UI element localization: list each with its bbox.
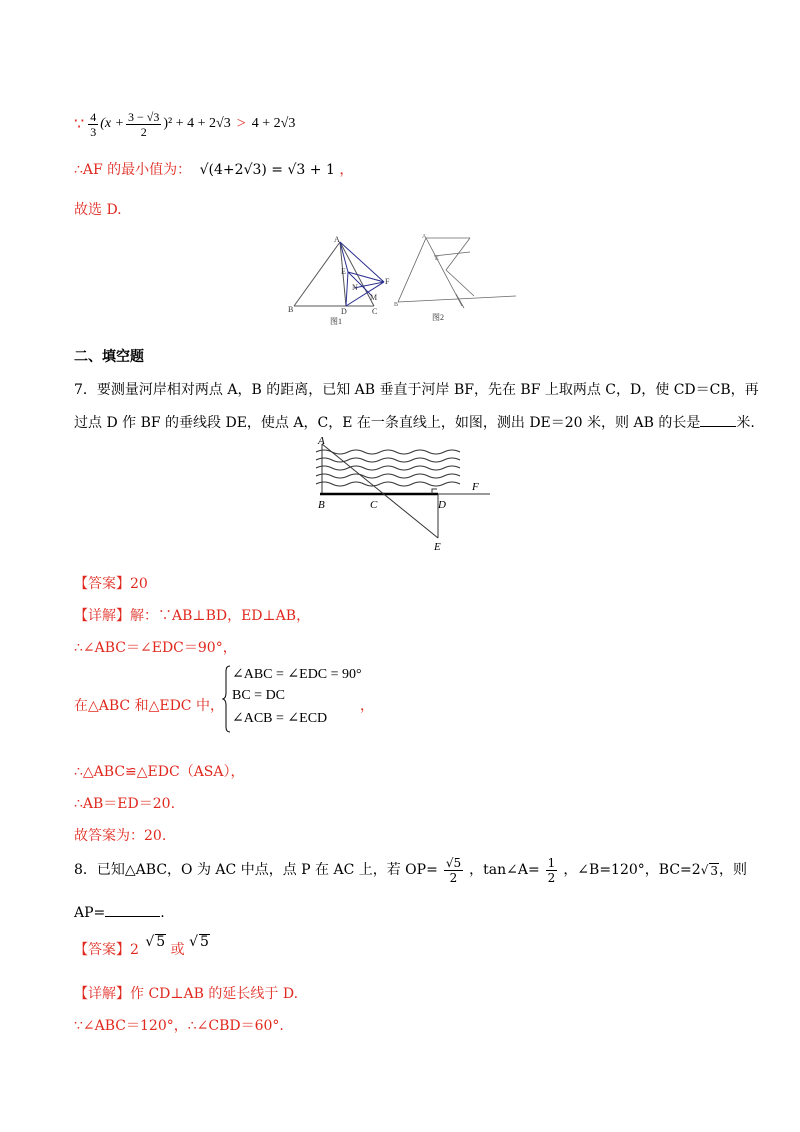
q7-line2: 过点 D 作 BF 的垂线段 DE，使点 A，C，E 在一条直线上，如图，测出 DE＝20 米，则 AB 的长是 米. xyxy=(74,412,755,433)
system-eq-1: ∠ABC = ∠EDC = 90° xyxy=(232,667,362,682)
fig2-diag-4 xyxy=(434,252,470,256)
q7-detail-4: ∴△ABC≌△EDC（ASA）， xyxy=(74,764,245,780)
min-value-expr: √(4+2√3) = √3 + 1 xyxy=(199,162,335,178)
q7-label-a: A xyxy=(318,436,325,447)
q7-label-f: F xyxy=(472,481,479,493)
q7-figure xyxy=(306,436,496,554)
fig1-label-c: C xyxy=(372,307,378,316)
fig1-label-n: N xyxy=(352,283,358,292)
q7-answer: 【答案】20 xyxy=(74,576,148,592)
fig1-ab xyxy=(294,242,340,306)
q8-answer: 【答案】2 √ 5 或 √ 5 xyxy=(74,934,209,958)
q7-detail-2: ∴∠ABC＝∠EDC＝90°， xyxy=(74,640,237,656)
fig1-label-m: M xyxy=(370,293,378,302)
fig2-left-side xyxy=(398,238,426,302)
fig1-label-f: F xyxy=(385,277,390,286)
open-paren: (x + xyxy=(100,116,125,131)
fig2-label-b: B xyxy=(394,302,399,308)
tan-fraction: $\frac{1}{2}$ xyxy=(547,855,556,885)
q7-detail-1: 【详解】解：∵AB⊥BD，ED⊥AB， xyxy=(74,608,311,624)
q7-answer-blank xyxy=(700,412,736,427)
figure-1 xyxy=(284,232,399,328)
q7-label-d: D xyxy=(438,499,446,511)
coef-fraction: $\frac{4}{3}$ xyxy=(90,109,97,139)
fig2-diag-5 xyxy=(456,294,464,308)
fig1-label-d: D xyxy=(341,307,347,316)
river-waves xyxy=(316,450,460,486)
q7-detail-6: 故答案为：20. xyxy=(74,828,167,844)
system-eq-3: ∠ACB = ∠ECD xyxy=(232,711,328,726)
close-paren: )² + 4 + 2√3 xyxy=(163,116,231,131)
section-2-title: 二、填空题 xyxy=(74,349,144,365)
bc-sqrt-icon: √ xyxy=(700,863,709,877)
system-eq-2: BC = DC xyxy=(232,688,286,703)
q7-detail-3-prefix: 在△ABC 和△EDC 中， xyxy=(74,698,224,714)
q8-line1: 8．已知△ABC，O 为 AC 中点，点 P 在 AC 上，若 OP= $\frac{√5}{2}$ ，tan∠A= $\frac{1}{2}$ ，∠B=120°，BC=2 √ 3 ，则 xyxy=(74,855,747,885)
system-brace xyxy=(222,664,232,734)
rhs: 4 + 2√3 xyxy=(251,116,296,131)
figure-2 xyxy=(392,230,522,326)
q8-detail-1: 【详解】作 CD⊥AB 的延长线于 D. xyxy=(74,986,299,1002)
greater-than: > xyxy=(236,115,246,132)
fig2-label-a: A xyxy=(422,234,427,240)
answer-sqrt-1: √ 5 xyxy=(145,934,166,950)
q7-line1: 7．要测量河岸相对两点 A，B 的距离，已知 AB 垂直于河岸 BF，先在 BF 上取两点 C，D，使 CD＝CB，再 xyxy=(74,382,759,398)
choose-line: 故选 D. xyxy=(74,202,122,218)
op-fraction: $\frac{√5}{2}$ xyxy=(445,855,462,885)
q7-label-e: E xyxy=(434,541,441,553)
fig2-label-e: E xyxy=(435,256,439,262)
fig1-label-b: B xyxy=(288,305,294,314)
q8-line2: AP= . xyxy=(74,902,165,923)
q7-detail-5: ∴AB＝ED＝20. xyxy=(74,796,176,812)
answer-sqrt-2: √ 5 xyxy=(189,934,209,950)
fig1-label-a: A xyxy=(334,235,340,244)
inner-fraction: $\frac{3 - √3}{2}$ xyxy=(128,109,160,139)
q8-detail-2: ∵∠ABC＝120°，∴∠CBD＝60°. xyxy=(74,1018,284,1034)
inequality-line xyxy=(74,104,295,144)
fig1-en xyxy=(346,272,348,306)
min-value-line: ∴AF 的最小值为： √(4+2√3) = √3 + 1 ， xyxy=(74,162,354,178)
because-symbol: ∵ xyxy=(74,116,85,133)
fig1-caption: 图1 xyxy=(330,317,342,326)
q8-answer-blank xyxy=(105,902,160,917)
fig1-label-e: E xyxy=(341,267,346,276)
q7-label-c: C xyxy=(370,499,378,511)
fig2-caption: 图2 xyxy=(432,313,444,322)
q7-detail-3-suffix: ， xyxy=(360,698,374,714)
q7-label-b: B xyxy=(318,499,325,511)
